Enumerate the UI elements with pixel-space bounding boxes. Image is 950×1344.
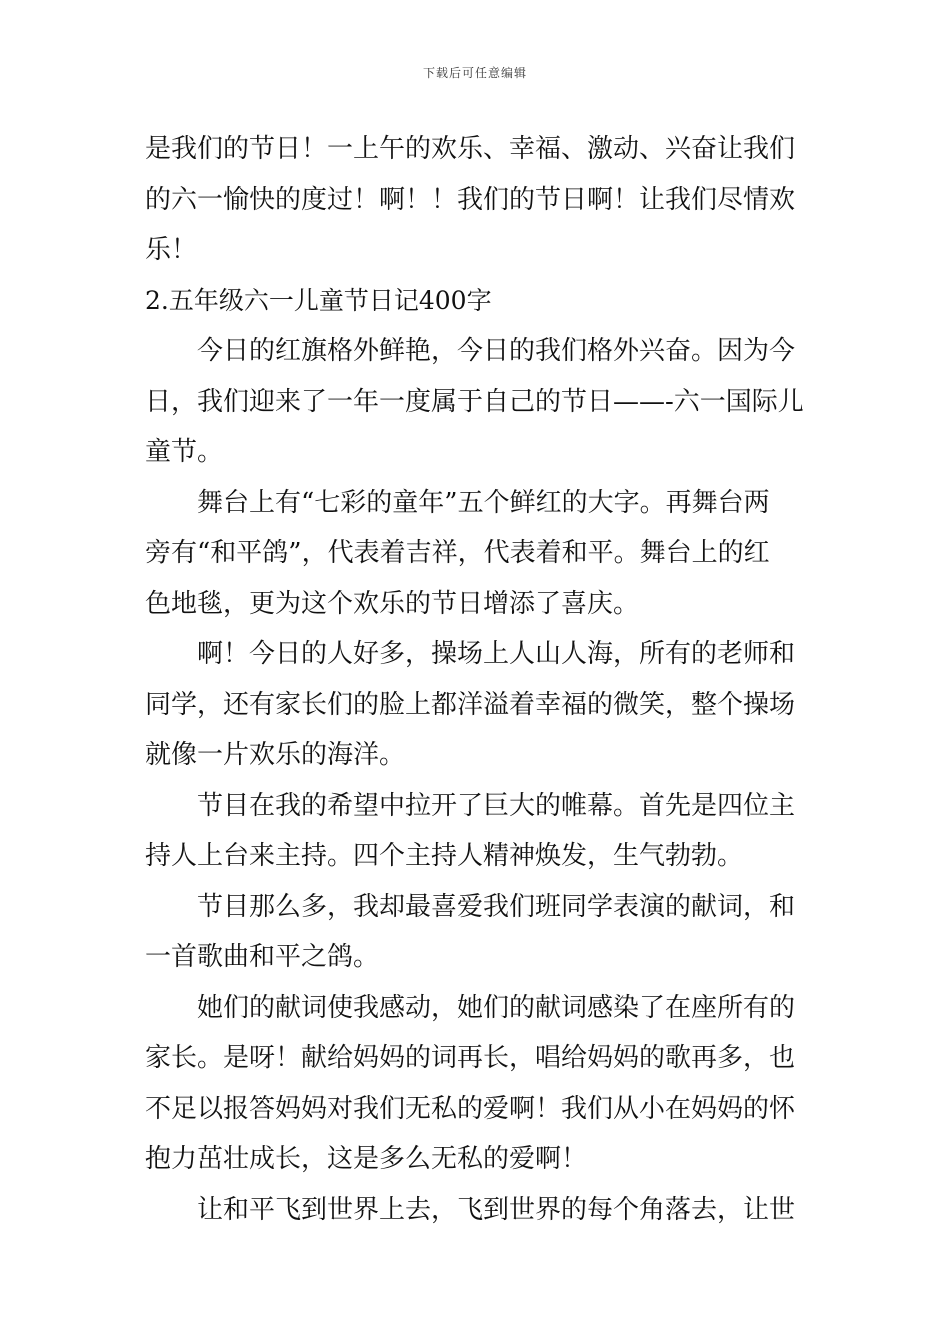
text-line: 让和平飞到世界上去，飞到世界的每个角落去，让世 (197, 1194, 796, 1225)
text-line: 色地毯，更为这个欢乐的节日增添了喜庆。 (145, 588, 640, 619)
text-line: 是我们的节日！一上午的欢乐、幸福、激动、兴奋让我们 (145, 134, 796, 164)
text-line: 持人上台来主持。四个主持人精神焕发，生气勃勃。 (145, 841, 744, 871)
page-header-note: 下载后可任意编辑 (422, 66, 527, 80)
text-line: 节目在我的希望中拉开了巨大的帷幕。首先是四位主 (197, 790, 796, 821)
text-line: 乐！ (145, 235, 198, 265)
text-line: 家长。是呀！献给妈妈的词再长，唱给妈妈的歌再多，也 (145, 1043, 796, 1073)
text-line: 日，我们迎来了一年一度属于自己的节日——-六一国际儿 (145, 386, 804, 417)
section-heading: 2.五年级六一儿童节日记400字 (145, 285, 492, 315)
text-line: 就像一片欢乐的海洋。 (145, 740, 406, 770)
text-line: 的六一愉快的度过！啊！！我们的节日啊！让我们尽情欢 (145, 184, 796, 215)
text-line: 她们的献词使我感动，她们的献词感染了在座所有的 (197, 992, 796, 1023)
text-line: 不足以报答妈妈对我们无私的爱啊！我们从小在妈妈的怀 (145, 1093, 796, 1124)
text-line: 今日的红旗格外鲜艳，今日的我们格外兴奋。因为今 (197, 336, 796, 366)
text-line: 节目那么多，我却最喜爱我们班同学表演的献词，和 (197, 891, 796, 922)
text-line: 舞台上有“七彩的童年”五个鲜红的大字。再舞台两 (197, 487, 770, 518)
text-line: 抱力茁壮成长，这是多么无私的爱啊！ (145, 1144, 588, 1174)
text-line: 一首歌曲和平之鸽。 (145, 942, 380, 972)
text-line: 童节。 (145, 437, 224, 467)
text-line: 旁有“和平鸽”，代表着吉祥，代表着和平。舞台上的红 (145, 538, 770, 568)
text-line: 同学，还有家长们的脸上都洋溢着幸福的微笑，整个操场 (145, 689, 796, 720)
document-body (145, 124, 815, 1235)
text-line: 啊！今日的人好多，操场上人山人海，所有的老师和 (197, 639, 796, 669)
